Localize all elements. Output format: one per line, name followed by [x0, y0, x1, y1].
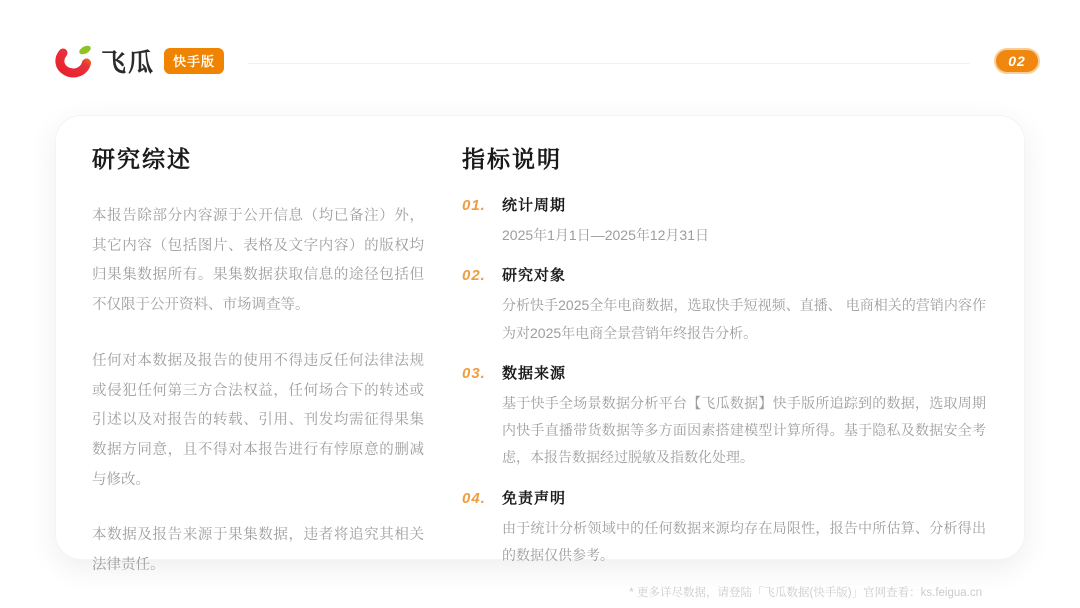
- list-item: [462, 264, 986, 347]
- item-body: 2025年1月1日—2025年12月31日: [502, 227, 710, 243]
- item-body: 由于统计分析领域中的任何数据来源均存在局限性，报告中所估算、分析得出的数据仅供参考。: [502, 519, 986, 564]
- overview-paragraph-1: 本报告除部分内容源于公开信息（均已备注）外，其它内容（包括图片、表格及文字内容）的版权均归果集数据所有。果集数据获取信息的途径包括但不仅限于公开资料、市场调查等。: [92, 208, 424, 314]
- list-item: [462, 194, 986, 249]
- item-body: 基于快手全场景数据分析平台【飞瓜数据】快手版所追踪到的数据，选取周期内快手直播带货数据等多方面因素搭建模型计算所得。基于隐私及数据安全考虑，本报告数据经过脱敏及指数化处理。: [502, 394, 986, 466]
- list-item: [462, 487, 986, 570]
- header-divider: [248, 63, 970, 64]
- item-number: 02.: [462, 267, 486, 285]
- item-number: 04.: [462, 489, 486, 507]
- item-number: 03.: [462, 364, 486, 382]
- page-number-badge: 02: [994, 48, 1040, 74]
- item-title: 统计周期: [502, 197, 567, 214]
- melon-logo-icon: [55, 43, 95, 79]
- item-title: 研究对象: [502, 267, 567, 285]
- data-source-footnote: * 更多详尽数据，请登陆「飞瓜数据(快手版)」官网查看：ks.feigua.cn: [629, 587, 982, 600]
- research-overview-title: 研究综述: [92, 146, 192, 172]
- indicator-notes-title: 指标说明: [462, 146, 562, 172]
- list-item: [462, 362, 986, 472]
- item-body: 分析快手2025全年电商数据，选取快手短视频、直播、 电商相关的营销内容作为对2025年电商全景营销年终报告分析。: [502, 297, 986, 341]
- research-overview-section: [92, 141, 424, 574]
- feigua-logo: [55, 43, 224, 79]
- page-header: [55, 40, 1040, 82]
- overview-paragraph-3: 本数据及报告来源于果集数据，违者将追究其相关法律责任。: [92, 527, 424, 574]
- item-number: 01.: [462, 197, 486, 214]
- item-title: 免责声明: [502, 489, 567, 507]
- brand-name: 飞瓜: [101, 49, 156, 77]
- item-title: 数据来源: [502, 364, 567, 382]
- indicator-notes-section: [462, 141, 986, 600]
- content-card: [55, 115, 1025, 600]
- edition-badge: 快手版: [164, 48, 224, 74]
- overview-paragraph-2: 任何对本数据及报告的使用不得违反任何法律法规或侵犯任何第三方合法权益，任何场合下的转述或引述以及对报告的转载、引用、刊发均需征得果集数据方同意，且不得对本报告进行有悖原意的删减与修改。: [92, 352, 424, 488]
